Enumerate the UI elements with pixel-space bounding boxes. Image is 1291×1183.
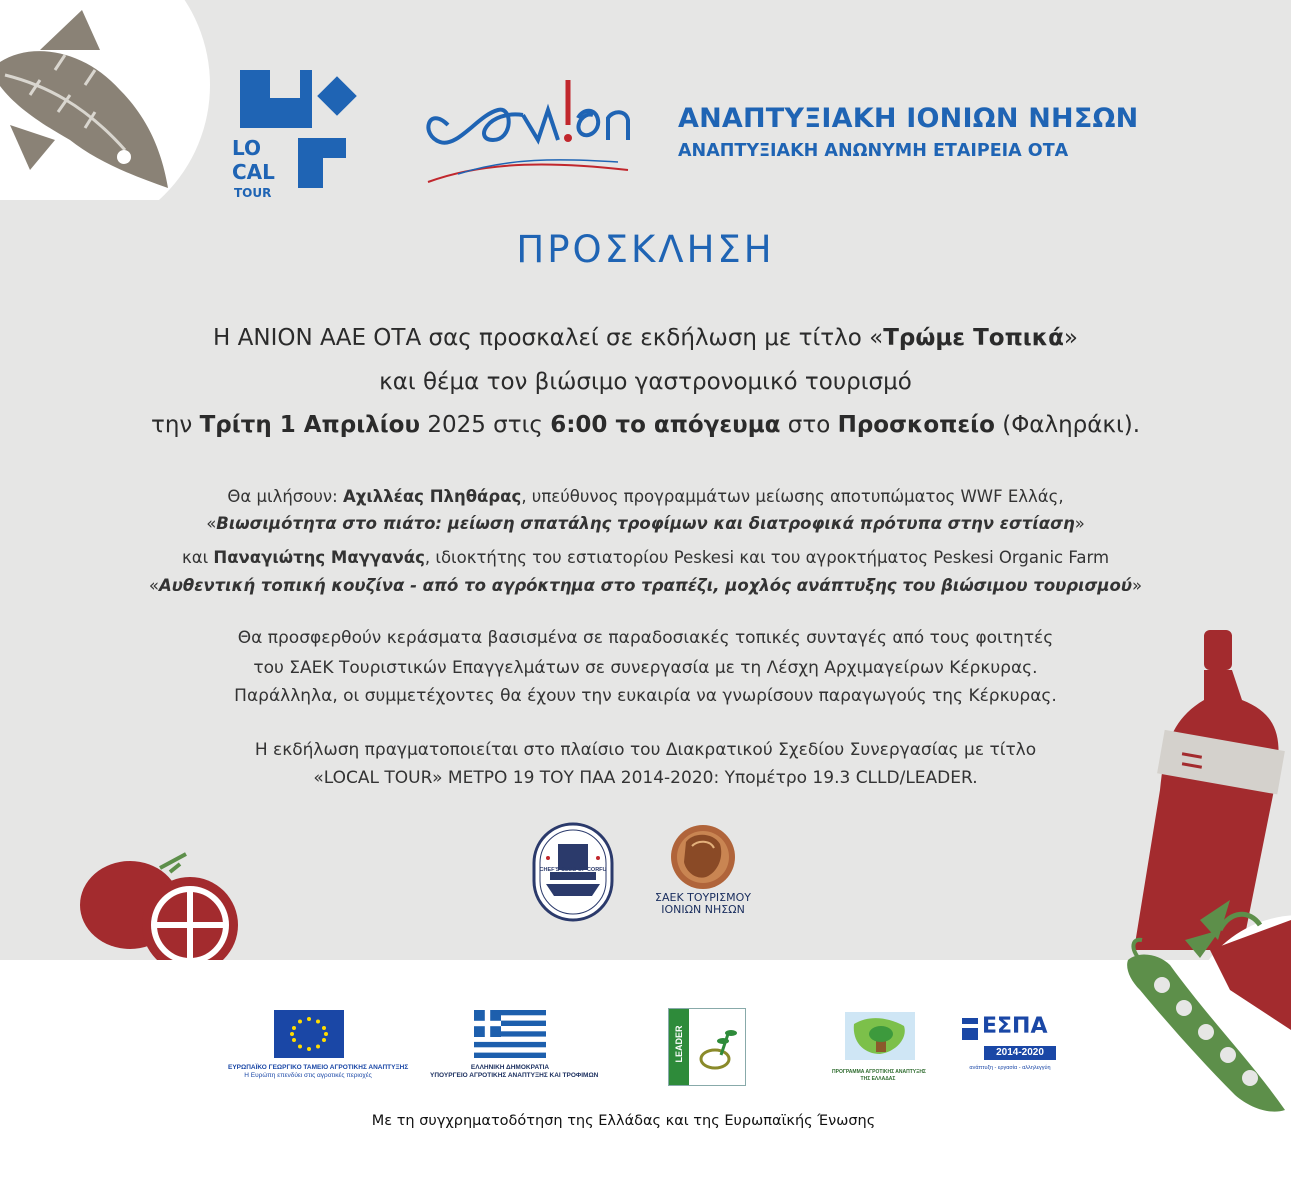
saek-coin-logo <box>658 822 748 892</box>
speaker-2-role: , ιδιοκτήτης του εστιατορίου Peskesi και του αγροκτήματος Peskesi Organic Farm <box>424 548 1110 567</box>
event-venue: Προσκοπείο <box>837 412 995 438</box>
treats-line-2: του ΣΑΕΚ Τουριστικών Επαγγελμάτων σε συνεργασία με τη Λέσχη Αρχιμαγείρων Κέρκυρας. <box>253 658 1038 678</box>
invitation-line-2: και θέμα τον βιώσιμο γαστρονομικό τουρισμό <box>379 369 912 395</box>
invitation-line-3 <box>0 405 1291 445</box>
local-tour-logo: LO CAL TOUR <box>228 68 360 204</box>
espa-logo <box>962 1014 1058 1074</box>
greek-ministry-logo <box>430 1008 599 1088</box>
eafrd-logo <box>228 1008 409 1088</box>
anion-title: ΑΝΑΠΤΥΞΙΑΚΗ ΙΟΝΙΩΝ ΝΗΣΩΝ <box>678 103 1139 134</box>
event-location: (Φαληράκι). <box>994 412 1141 438</box>
anion-logo <box>418 70 658 190</box>
gr-caption-1: ΕΛΛΗΝΙΚΗ ΔΗΜΟΚΡΑΤΙΑ <box>470 1064 550 1071</box>
espa-tagline: ανάπτυξη - εργασία - αλληλεγγύη <box>969 1065 1051 1071</box>
quote-close: » <box>1063 325 1078 351</box>
framework-line-1: Η εκδήλωση πραγματοποιείται στο πλαίσιο του Διακρατικού Σχεδίου Συνεργασίας με τίτλο <box>254 740 1037 760</box>
greek-flag-icon <box>474 1010 546 1058</box>
speaker-1-talk <box>0 511 1291 538</box>
speaker-1-line <box>0 484 1291 511</box>
fish-illustration <box>0 0 220 200</box>
chefs-club-label: CHEF'S CLUB OF CORFU <box>539 867 607 873</box>
espa-label: ΕΣΠΑ <box>982 1014 1048 1039</box>
invitation-line-1 <box>0 318 1291 358</box>
text: και <box>181 548 214 567</box>
text: 2025 στις <box>420 412 551 438</box>
quote-open: « <box>148 576 159 595</box>
framework-line-2: «LOCAL TOUR» ΜΕΤΡΟ 19 ΤΟΥ ΠΑΑ 2014-2020: Υπομέτρο 19.3 CLLD/LEADER. <box>313 768 978 788</box>
talk-title: Βιωσιμότητα στο πιάτο: μείωση σπατάλης τροφίμων και διατροφικά πρότυπα στην εστίαση <box>216 514 1075 533</box>
tomato-illustration <box>70 850 250 960</box>
event-time: 6:00 το απόγευμα <box>550 412 781 438</box>
speaker-1-name: Αχιλλέας Πληθάρας <box>342 487 522 506</box>
rdp-map-icon <box>840 1008 920 1064</box>
treats-line-3: Παράλληλα, οι συμμετέχοντες θα έχουν την ευκαιρία να γνωρίσουν παραγωγούς της Κέρκυρας. <box>234 686 1057 706</box>
talk-title: Αυθεντική τοπική κουζίνα - από το αγρόκτημα στο τραπέζι, μοχλός ανάπτυξης του βιώσιμου τουρισμού <box>158 576 1133 595</box>
eu-caption-1: ΕΥΡΩΠΑΪΚΟ ΓΕΩΡΓΙΚΟ ΤΑΜΕΙΟ ΑΓΡΟΤΙΚΗΣ ΑΝΑΠΤΥΞΗΣ <box>228 1064 409 1071</box>
quote-open: « <box>206 514 217 533</box>
speaker-2-talk <box>0 573 1291 600</box>
quote-close: » <box>1132 576 1143 595</box>
pap-caption-2: ΤΗΣ ΕΛΛΑΔΑΣ <box>860 1076 896 1082</box>
eu-caption-2: Η Ευρώπη επενδύει στις αγροτικές περιοχές <box>244 1072 372 1079</box>
anion-subtitle: ΑΝΑΠΤΥΞΙΑΚΗ ΑΝΩΝΥΜΗ ΕΤΑΙΡΕΙΑ ΟΤΑ <box>678 141 1069 161</box>
quote-close: » <box>1074 514 1085 533</box>
text: Θα μιλήσουν: <box>227 487 343 506</box>
saek-label-line-1: ΣΑΕΚ ΤΟΥΡΙΣΜΟΥ <box>655 891 751 904</box>
treats-line-1: Θα προσφερθούν κεράσματα βασισμένα σε παραδοσιακές τοπικές συνταγές από τους φοιτητές <box>237 628 1054 648</box>
text: την <box>150 412 200 438</box>
cofunding-note: Με τη συγχρηματοδότηση της Ελλάδας και της Ευρωπαϊκής Ένωσης <box>371 1113 876 1129</box>
eu-flag-icon <box>274 1010 344 1058</box>
intro-text: Η ΑΝΙΟΝ ΑΑΕ ΟΤΑ σας προσκαλεί σε εκδήλωση με τίτλο « <box>213 325 884 351</box>
saek-label-line-2: ΙΟΝΙΩΝ ΝΗΣΩΝ <box>661 903 745 916</box>
gr-caption-2: ΥΠΟΥΡΓΕΙΟ ΑΓΡΟΤΙΚΗΣ ΑΝΑΠΤΥΞΗΣ ΚΑΙ ΤΡΟΦΙΜΩΝ <box>430 1072 599 1079</box>
leader-logo <box>668 1008 746 1086</box>
speaker-1-role: , υπεύθυνος προγραμμάτων μείωσης αποτυπώματος WWF Ελλάς, <box>521 487 1064 506</box>
saek-label <box>640 892 766 916</box>
espa-years: 2014-2020 <box>984 1046 1056 1060</box>
invitation-title: ΠΡΟΣΚΛΗΣΗ <box>516 228 775 271</box>
leader-label: LEADER <box>674 1025 684 1063</box>
rural-development-program-logo <box>832 1008 924 1088</box>
text: στο <box>780 412 838 438</box>
espa-flag-icon <box>962 1018 978 1040</box>
event-date: Τρίτη 1 Απριλίου <box>199 412 421 438</box>
pap-caption-1: ΠΡΟΓΡΑΜΜΑ ΑΓΡΟΤΙΚΗΣ ΑΝΑΠΤΥΞΗΣ <box>832 1069 926 1075</box>
event-title: Τρώμε Τοπικά <box>883 325 1064 351</box>
speaker-2-name: Παναγιώτης Μαγγανάς <box>213 548 425 567</box>
speaker-2-line <box>0 545 1291 572</box>
leader-sprout-icon <box>693 1017 741 1077</box>
vegetables-illustration <box>1100 880 1291 1130</box>
